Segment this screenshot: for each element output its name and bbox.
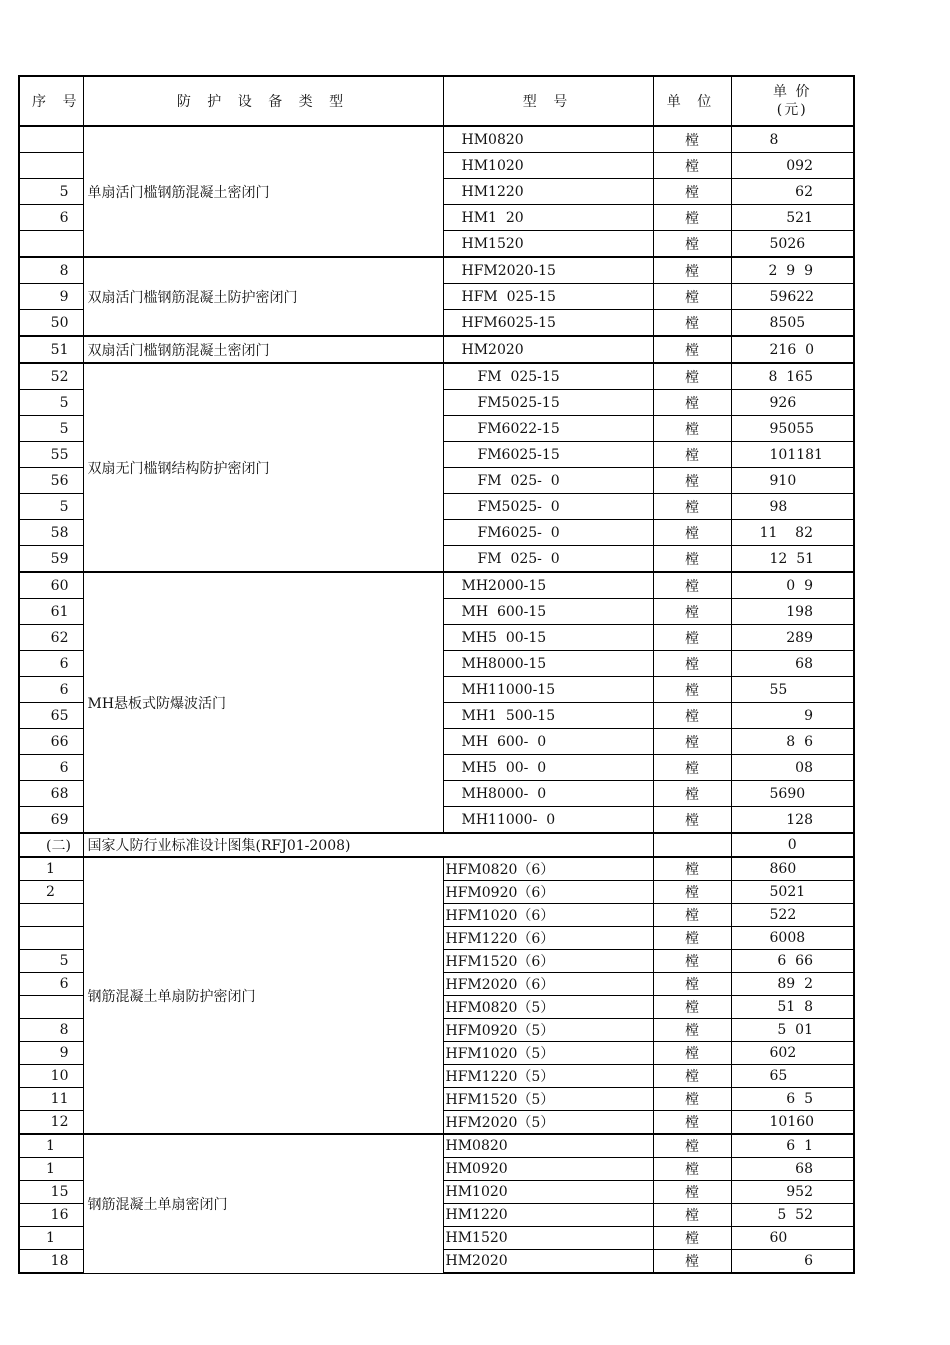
table-row <box>19 857 854 881</box>
header-price-line2: (元) <box>776 102 808 118</box>
model-cell: HM1520 <box>443 231 653 258</box>
model-cell: HFM6025-15 <box>443 310 653 337</box>
unit-cell: 樘 <box>653 1250 731 1274</box>
price-cell: 11 82 <box>731 520 854 546</box>
header-row <box>19 76 854 126</box>
model-cell: MH 600-15 <box>443 599 653 625</box>
table-row <box>19 336 854 363</box>
unit-cell: 樘 <box>653 703 731 729</box>
price-cell: 0 <box>731 833 854 857</box>
header-type: 防 护 设 备 类 型 <box>83 76 443 126</box>
unit-cell: 樘 <box>653 1088 731 1111</box>
seq-cell: 12 <box>19 1111 83 1135</box>
model-cell: FM6022-15 <box>443 416 653 442</box>
model-cell: HM1020 <box>443 1181 653 1204</box>
unit-cell: 樘 <box>653 1227 731 1250</box>
price-cell: 602 <box>731 1042 854 1065</box>
price-cell: 128 <box>731 807 854 834</box>
seq-cell: 55 <box>19 442 83 468</box>
unit-cell: 樘 <box>653 442 731 468</box>
equipment-type-cell: 双扇活门槛钢筋混凝土密闭门 <box>83 336 443 363</box>
price-cell: 10160 <box>731 1111 854 1135</box>
price-cell: 5690 <box>731 781 854 807</box>
price-cell: 926 <box>731 390 854 416</box>
model-cell: HM0820 <box>443 1134 653 1158</box>
table-body <box>19 126 854 1273</box>
seq-cell: 9 <box>19 284 83 310</box>
model-cell: HM0820 <box>443 126 653 153</box>
model-cell: FM 025- 0 <box>443 468 653 494</box>
table-row <box>19 257 854 284</box>
seq-cell: 69 <box>19 807 83 834</box>
model-cell: HFM2020（5） <box>443 1111 653 1135</box>
header-unit: 单 位 <box>653 76 731 126</box>
seq-cell: 6 <box>19 973 83 996</box>
price-cell: 521 <box>731 205 854 231</box>
price-cell: 89 2 <box>731 973 854 996</box>
equipment-type-cell: 钢筋混凝土单扇防护密闭门 <box>83 857 443 1134</box>
unit-cell: 樘 <box>653 1111 731 1135</box>
seq-cell <box>19 231 83 258</box>
unit-cell: 樘 <box>653 625 731 651</box>
unit-cell: 樘 <box>653 651 731 677</box>
seq-cell: 68 <box>19 781 83 807</box>
price-cell: 95055 <box>731 416 854 442</box>
seq-cell: 56 <box>19 468 83 494</box>
unit-cell: 樘 <box>653 179 731 205</box>
price-cell: 092 <box>731 153 854 179</box>
seq-cell: 5 <box>19 179 83 205</box>
model-cell: MH 600- 0 <box>443 729 653 755</box>
price-cell: 5 52 <box>731 1204 854 1227</box>
seq-cell: 50 <box>19 310 83 337</box>
seq-cell: 16 <box>19 1204 83 1227</box>
model-cell: HM1220 <box>443 179 653 205</box>
seq-cell: (二) <box>19 833 83 857</box>
model-cell: MH8000-15 <box>443 651 653 677</box>
unit-cell: 樘 <box>653 1134 731 1158</box>
seq-cell: 5 <box>19 494 83 520</box>
model-cell: MH1 500-15 <box>443 703 653 729</box>
equipment-type-cell: 双扇活门槛钢筋混凝土防护密闭门 <box>83 257 443 336</box>
model-cell: FM6025-15 <box>443 442 653 468</box>
price-cell: 2 9 9 <box>731 257 854 284</box>
price-cell: 9 <box>731 703 854 729</box>
price-cell: 08 <box>731 755 854 781</box>
unit-cell: 樘 <box>653 781 731 807</box>
unit-cell: 樘 <box>653 546 731 573</box>
seq-cell: 11 <box>19 1088 83 1111</box>
price-cell: 12 51 <box>731 546 854 573</box>
seq-cell: 61 <box>19 599 83 625</box>
unit-cell: 樘 <box>653 755 731 781</box>
model-cell: FM6025- 0 <box>443 520 653 546</box>
price-cell: 65 <box>731 1065 854 1088</box>
equipment-type-cell: 国家人防行业标准设计图集(RFJ01-2008) <box>83 833 653 857</box>
unit-cell <box>653 833 731 857</box>
price-cell: 5021 <box>731 881 854 904</box>
price-cell: 6 1 <box>731 1134 854 1158</box>
model-cell: HFM0920（6） <box>443 881 653 904</box>
model-cell: HFM1220（5） <box>443 1065 653 1088</box>
header-model: 型 号 <box>443 76 653 126</box>
model-cell: HFM 025-15 <box>443 284 653 310</box>
model-cell: MH11000-15 <box>443 677 653 703</box>
price-cell: 8505 <box>731 310 854 337</box>
seq-cell: 6 <box>19 205 83 231</box>
seq-cell: 6 <box>19 755 83 781</box>
unit-cell: 樘 <box>653 205 731 231</box>
table-row <box>19 363 854 390</box>
seq-cell: 5 <box>19 950 83 973</box>
model-cell: MH5 00- 0 <box>443 755 653 781</box>
model-cell: HFM0820（6） <box>443 857 653 881</box>
model-cell: FM 025- 0 <box>443 546 653 573</box>
seq-cell: 18 <box>19 1250 83 1274</box>
price-cell: 98 <box>731 494 854 520</box>
unit-cell: 樘 <box>653 950 731 973</box>
unit-cell: 樘 <box>653 284 731 310</box>
seq-cell: 8 <box>19 1019 83 1042</box>
unit-cell: 樘 <box>653 231 731 258</box>
unit-cell: 樘 <box>653 336 731 363</box>
seq-cell: 1 <box>19 1134 83 1158</box>
model-cell: HFM1020（5） <box>443 1042 653 1065</box>
price-cell: 8 165 <box>731 363 854 390</box>
table-row <box>19 1134 854 1158</box>
price-cell: 216 0 <box>731 336 854 363</box>
price-cell: 8 6 <box>731 729 854 755</box>
price-cell: 5 01 <box>731 1019 854 1042</box>
equipment-type-cell: 钢筋混凝土单扇密闭门 <box>83 1134 443 1273</box>
equipment-type-cell: 双扇无门槛钢结构防护密闭门 <box>83 363 443 572</box>
seq-cell: 66 <box>19 729 83 755</box>
seq-cell: 58 <box>19 520 83 546</box>
price-cell: 6 <box>731 1250 854 1274</box>
unit-cell: 樘 <box>653 1065 731 1088</box>
seq-cell: 65 <box>19 703 83 729</box>
seq-cell: 5 <box>19 416 83 442</box>
model-cell: HFM0820（5） <box>443 996 653 1019</box>
model-cell: HFM1220（6） <box>443 927 653 950</box>
unit-cell: 樘 <box>653 468 731 494</box>
price-cell: 8 <box>731 126 854 153</box>
equipment-type-cell: MH悬板式防爆波活门 <box>83 572 443 833</box>
seq-cell: 15 <box>19 1181 83 1204</box>
model-cell: HM1220 <box>443 1204 653 1227</box>
header-seq: 序 号 <box>19 76 83 126</box>
unit-cell: 樘 <box>653 310 731 337</box>
price-cell: 6008 <box>731 927 854 950</box>
table-row <box>19 833 854 857</box>
unit-cell: 樘 <box>653 729 731 755</box>
unit-cell: 樘 <box>653 881 731 904</box>
unit-cell: 樘 <box>653 927 731 950</box>
seq-cell: 1 <box>19 1158 83 1181</box>
model-cell: HM1020 <box>443 153 653 179</box>
unit-cell: 樘 <box>653 1019 731 1042</box>
model-cell: FM 025-15 <box>443 363 653 390</box>
model-cell: HM2020 <box>443 336 653 363</box>
seq-cell: 59 <box>19 546 83 573</box>
model-cell: HFM2020-15 <box>443 257 653 284</box>
unit-cell: 樘 <box>653 599 731 625</box>
unit-cell: 樘 <box>653 520 731 546</box>
price-cell: 55 <box>731 677 854 703</box>
unit-cell: 樘 <box>653 677 731 703</box>
model-cell: FM5025-15 <box>443 390 653 416</box>
seq-cell: 1 <box>19 1227 83 1250</box>
seq-cell: 6 <box>19 677 83 703</box>
unit-cell: 樘 <box>653 1042 731 1065</box>
price-cell: 860 <box>731 857 854 881</box>
price-cell: 6 5 <box>731 1088 854 1111</box>
price-table <box>18 75 855 1274</box>
unit-cell: 樘 <box>653 904 731 927</box>
seq-cell <box>19 904 83 927</box>
unit-cell: 樘 <box>653 857 731 881</box>
model-cell: HM1520 <box>443 1227 653 1250</box>
price-cell: 198 <box>731 599 854 625</box>
unit-cell: 樘 <box>653 390 731 416</box>
model-cell: HFM0920（5） <box>443 1019 653 1042</box>
unit-cell: 樘 <box>653 1158 731 1181</box>
header-price-line1: 单 价 <box>773 84 812 100</box>
unit-cell: 樘 <box>653 996 731 1019</box>
table-row <box>19 572 854 599</box>
price-cell: 62 <box>731 179 854 205</box>
price-cell: 5026 <box>731 231 854 258</box>
equipment-type-cell: 单扇活门槛钢筋混凝土密闭门 <box>83 126 443 257</box>
model-cell: HM1 20 <box>443 205 653 231</box>
model-cell: MH5 00-15 <box>443 625 653 651</box>
seq-cell: 10 <box>19 1065 83 1088</box>
seq-cell: 8 <box>19 257 83 284</box>
seq-cell: 5 <box>19 390 83 416</box>
price-cell: 59622 <box>731 284 854 310</box>
model-cell: MH8000- 0 <box>443 781 653 807</box>
seq-cell <box>19 927 83 950</box>
seq-cell: 6 <box>19 651 83 677</box>
unit-cell: 樘 <box>653 416 731 442</box>
unit-cell: 樘 <box>653 1181 731 1204</box>
model-cell: FM5025- 0 <box>443 494 653 520</box>
unit-cell: 樘 <box>653 572 731 599</box>
model-cell: MH11000- 0 <box>443 807 653 834</box>
price-cell: 60 <box>731 1227 854 1250</box>
unit-cell: 樘 <box>653 807 731 834</box>
seq-cell: 60 <box>19 572 83 599</box>
price-cell: 6 66 <box>731 950 854 973</box>
model-cell: HFM1520（5） <box>443 1088 653 1111</box>
unit-cell: 樘 <box>653 257 731 284</box>
model-cell: HM2020 <box>443 1250 653 1274</box>
model-cell: HFM1520（6） <box>443 950 653 973</box>
seq-cell <box>19 153 83 179</box>
price-cell: 522 <box>731 904 854 927</box>
price-cell: 0 9 <box>731 572 854 599</box>
price-cell: 952 <box>731 1181 854 1204</box>
header-price <box>731 76 854 126</box>
model-cell: HM0920 <box>443 1158 653 1181</box>
seq-cell: 2 <box>19 881 83 904</box>
table-row <box>19 126 854 153</box>
price-cell: 101181 <box>731 442 854 468</box>
model-cell: HFM2020（6） <box>443 973 653 996</box>
price-cell: 51 8 <box>731 996 854 1019</box>
unit-cell: 樘 <box>653 1204 731 1227</box>
unit-cell: 樘 <box>653 973 731 996</box>
model-cell: MH2000-15 <box>443 572 653 599</box>
seq-cell: 52 <box>19 363 83 390</box>
price-cell: 910 <box>731 468 854 494</box>
seq-cell: 62 <box>19 625 83 651</box>
model-cell: HFM1020（6） <box>443 904 653 927</box>
seq-cell <box>19 126 83 153</box>
price-cell: 68 <box>731 651 854 677</box>
seq-cell <box>19 996 83 1019</box>
price-cell: 289 <box>731 625 854 651</box>
unit-cell: 樘 <box>653 153 731 179</box>
unit-cell: 樘 <box>653 363 731 390</box>
unit-cell: 樘 <box>653 126 731 153</box>
unit-cell: 樘 <box>653 494 731 520</box>
seq-cell: 1 <box>19 857 83 881</box>
seq-cell: 9 <box>19 1042 83 1065</box>
seq-cell: 51 <box>19 336 83 363</box>
price-cell: 68 <box>731 1158 854 1181</box>
